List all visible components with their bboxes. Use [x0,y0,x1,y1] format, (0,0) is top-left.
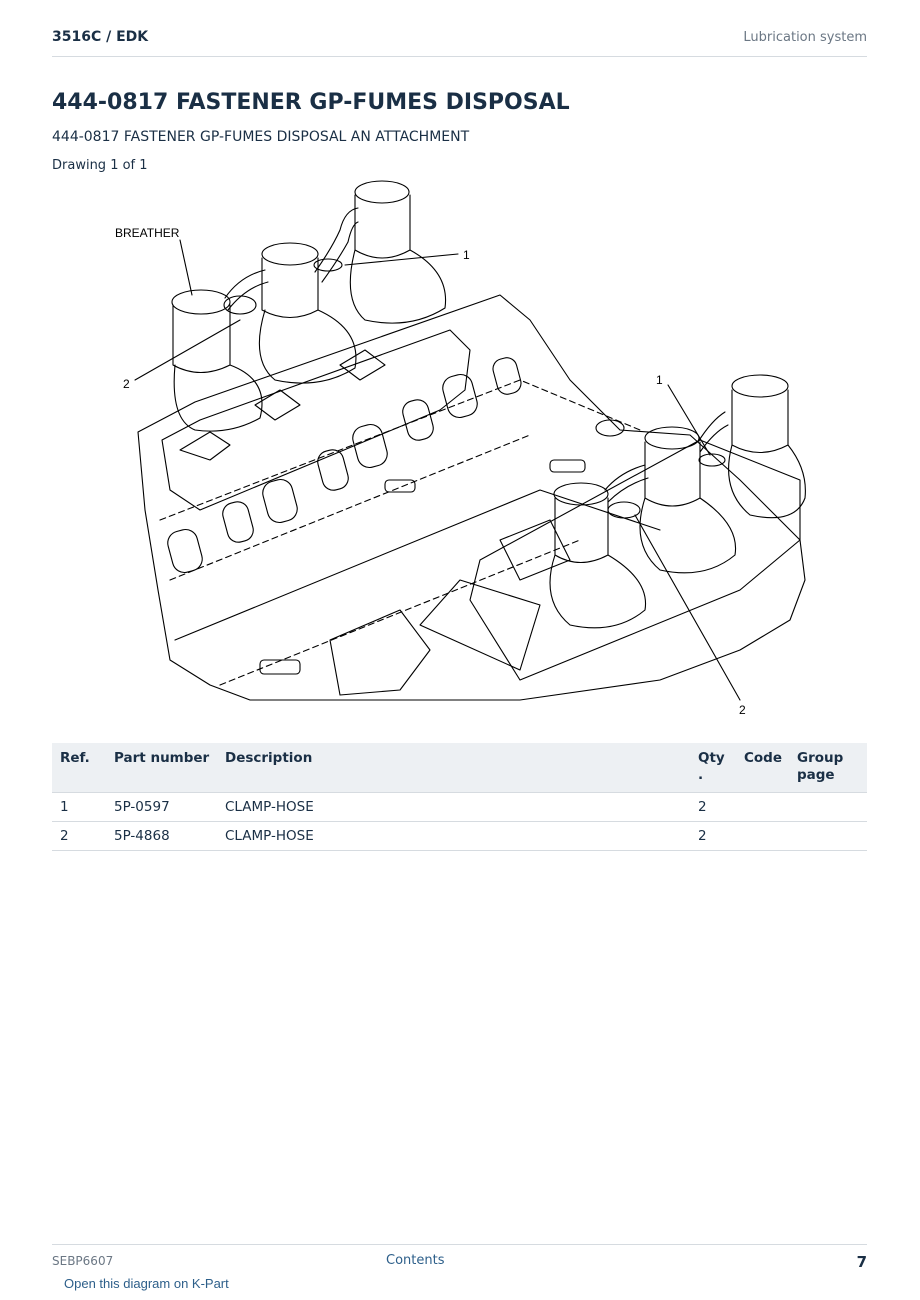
table-row [52,822,867,851]
cell-code [736,793,789,822]
page-number: 7 [856,1253,867,1271]
model-label: 3516C / EDK [52,29,149,45]
cell-description: CLAMP-HOSE [217,822,690,851]
table-row [52,793,867,822]
leader-ref-1-top [345,254,458,265]
breather-cylinder-3 [355,195,410,258]
col-part-number: Part number [106,743,217,793]
breather-cylinder-4 [555,498,608,563]
table-header-row [52,743,867,793]
callout-ref-2-left: 2 [123,377,130,391]
col-description: Description [217,743,690,793]
cell-ref: 2 [52,822,106,851]
col-code: Code [736,743,789,793]
page-header [52,28,867,57]
cell-qty: 2 [690,822,736,851]
cell-code [736,822,789,851]
drawing-label: Drawing 1 of 1 [52,158,148,173]
callout-ref-1-top: 1 [463,248,470,262]
callout-ref-2-bottom: 2 [739,703,746,717]
kpart-link[interactable]: Open this diagram on K-Part [64,1276,229,1291]
breather-cylinder-1 [173,305,230,373]
cell-description: CLAMP-HOSE [217,793,690,822]
engine-diagram [100,180,820,725]
contents-link[interactable]: Contents [386,1253,445,1268]
cell-qty: 2 [690,793,736,822]
callout-ref-1-right: 1 [656,373,663,387]
leader-ref-1-right [668,385,710,455]
page-subtitle: 444-0817 FASTENER GP-FUMES DISPOSAL AN ATTACHMENT [52,129,470,145]
col-ref: Ref. [52,743,106,793]
col-qty: Qty . [690,743,736,793]
section-label: Lubrication system [743,30,867,45]
leader-breather [180,240,192,295]
breather-cylinder-5 [645,442,700,506]
breather-cylinder-6 [732,390,788,453]
col-group-page: Group page [789,743,867,793]
leader-ref-2-bottom [635,515,740,700]
page-footer [52,1244,867,1275]
cell-group-page [789,793,867,822]
parts-table [52,743,867,851]
breather-cylinder-2 [262,258,318,318]
page-title: 444-0817 FASTENER GP-FUMES DISPOSAL [52,90,570,115]
cell-ref: 1 [52,793,106,822]
cell-part-number: 5P-4868 [106,822,217,851]
cell-group-page [789,822,867,851]
cell-part-number: 5P-0597 [106,793,217,822]
document-id: SEBP6607 [52,1254,114,1268]
callout-breather: BREATHER [115,226,180,240]
